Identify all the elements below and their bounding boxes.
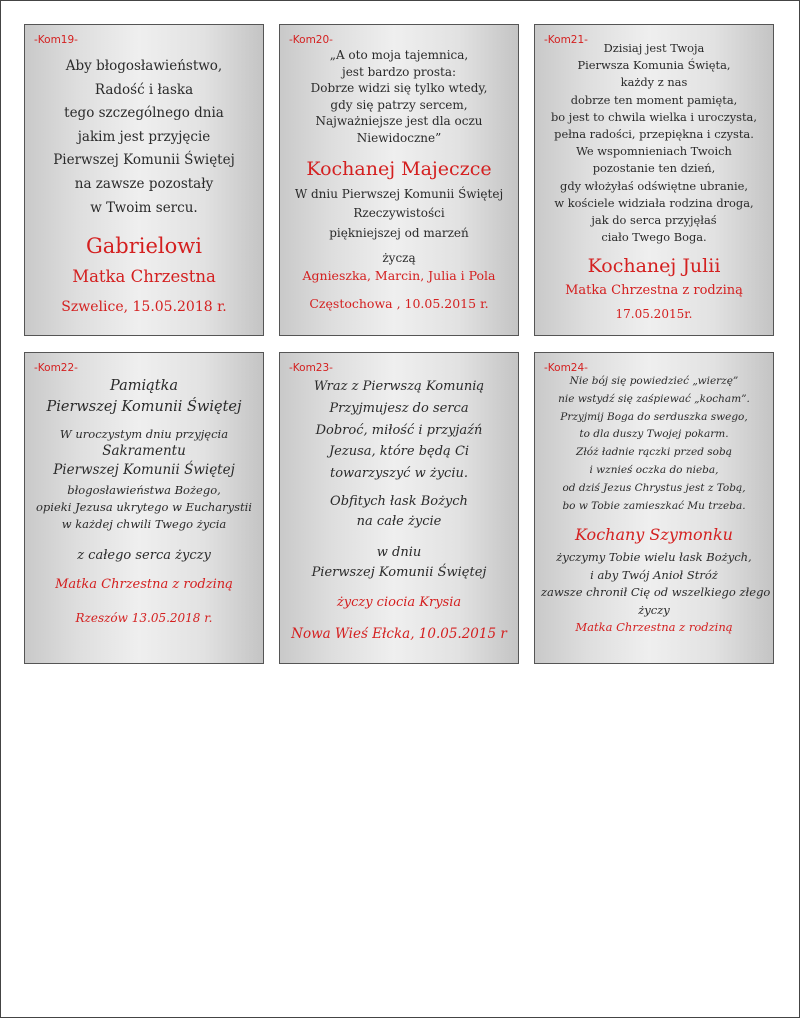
verse-line: Dzisiaj jest Twoja xyxy=(603,41,705,55)
plaque-verse xyxy=(286,47,512,147)
signature: Matka Chrzestna z rodziną xyxy=(565,283,743,299)
verse-line: Dobrze widzi się tylko wtedy, xyxy=(310,81,488,96)
signature: Matka Chrzestna z rodziną xyxy=(575,620,733,635)
title-line: Pierwszej Komunii Świętej xyxy=(46,398,242,415)
verse-line: Niewidoczne” xyxy=(356,130,442,145)
verse-line: jak do serca przyjęłaś xyxy=(591,213,717,228)
verse-line: gdy się patrzy sercem, xyxy=(330,97,468,112)
verse-line: Aby błogosławieństwo, xyxy=(65,58,223,74)
signature: Matka Chrzestna z rodziną xyxy=(55,577,233,592)
plaque-verse xyxy=(286,376,512,485)
occasion-block xyxy=(286,543,512,583)
plaque-code: -Kom22- xyxy=(34,362,78,374)
body-line: Rzeczywistości xyxy=(353,206,445,221)
verse-line: W uroczystym dniu przyjęcia xyxy=(59,427,229,441)
verse-line: Złóż ładnie rączki przed sobą xyxy=(576,446,732,459)
verse-line: nie wstydź się zaśpiewać „kocham”. xyxy=(558,392,750,405)
verse-line: i wznieś oczka do nieba, xyxy=(589,463,719,476)
verse-line: Pierwszej Komunii Świętej xyxy=(53,462,235,478)
verse-line: od dziś Jezus Chrystus jest z Tobą, xyxy=(562,481,746,494)
body-line: życzymy Tobie wielu łask Bożych, xyxy=(556,550,752,565)
body-line: W dniu Pierwszej Komunii Świętej xyxy=(294,186,504,201)
verse-line: pełna radości, przepiękna i czysta. xyxy=(554,127,754,142)
plaque-kom23 xyxy=(279,352,519,664)
verse-line: Jezusa, które będą Ci xyxy=(328,444,470,460)
verse-line: jakim jest przyjęcie xyxy=(77,128,211,145)
verse-line: bo jest to chwila wielka i uroczysta, xyxy=(551,109,757,124)
verse-line: Przyjmij Boga do serduszka swego, xyxy=(560,410,748,423)
occasion-line: Pierwszej Komunii Świętej xyxy=(311,564,487,580)
signature: Matka Chrzestna xyxy=(72,267,216,287)
plaque-verse xyxy=(31,426,257,480)
verse-line: opieki Jezusa ukrytego w Eucharystii xyxy=(36,500,252,514)
verse-line: bo w Tobie zamieszkać Mu trzeba. xyxy=(562,499,746,512)
verse-line: na zawsze pozostały xyxy=(74,175,214,192)
plaque-body xyxy=(541,549,771,619)
plaque-kom19 xyxy=(24,24,264,336)
verse-line: Pierwsza Komunia Święta, xyxy=(577,58,731,73)
place-date: 17.05.2015r. xyxy=(615,307,693,322)
verse-line: ciało Twego Boga. xyxy=(601,230,707,245)
verse-line: to dla duszy Twojej pokarm. xyxy=(579,428,729,441)
occasion-line: w dniu xyxy=(376,544,422,560)
plaque-code: -Kom19- xyxy=(34,34,78,46)
verse-line: „A oto moja tajemnica, xyxy=(329,48,469,62)
body-line: piękniejszej od marzeń xyxy=(329,225,469,240)
wish-block xyxy=(286,492,512,532)
verse-line: w każdej chwili Twego życia xyxy=(61,517,227,531)
verse-line: błogosławieństwa Bożego, xyxy=(67,483,221,497)
plaque-title xyxy=(31,376,257,417)
place-date: Szwelice, 15.05.2018 r. xyxy=(61,299,227,316)
verse-line: Nie bój się powiedzieć „wierzę” xyxy=(569,375,739,387)
plaque-body xyxy=(286,185,512,244)
plaque-code: -Kom20- xyxy=(289,34,333,46)
place-date: Częstochowa , 10.05.2015 r. xyxy=(309,296,489,312)
plaque-code: -Kom21- xyxy=(544,34,588,46)
verse-line: w kościele widziała rodzina droga, xyxy=(554,195,754,210)
wish-line: Obfitych łask Bożych xyxy=(330,493,468,509)
recipient-name: Kochanej Majeczce xyxy=(306,157,492,180)
title-line: Pamiątka xyxy=(109,378,179,394)
verse-line: każdy z nas xyxy=(620,75,688,90)
wish-line: na całe życie xyxy=(356,513,442,529)
plaque-verse-2 xyxy=(31,482,257,533)
verse-line: Pierwszej Komunii Świętej xyxy=(53,152,235,169)
body-line: życzy xyxy=(638,602,670,617)
verse-line: tego szczególnego dnia xyxy=(64,105,224,122)
plaque-kom20 xyxy=(279,24,519,336)
plaque-verse xyxy=(541,40,767,246)
recipient-name: Kochanej Julii xyxy=(587,255,721,278)
wish-line: życzą xyxy=(382,251,416,266)
signature: Agnieszka, Marcin, Julia i Pola xyxy=(302,268,496,284)
body-line: zawsze chronił Cię od wszelkiego złego xyxy=(541,585,771,600)
verse-line: jest bardzo prosta: xyxy=(341,64,457,79)
wish-line: z całego serca życzy xyxy=(77,548,211,563)
recipient-name: Kochany Szymonku xyxy=(575,525,733,545)
plaque-code: -Kom23- xyxy=(289,362,333,374)
verse-line: Przyjmujesz do serca xyxy=(329,400,469,416)
verse-line: Radość i łaska xyxy=(94,81,194,98)
place-date: Nowa Wieś Ełcka, 10.05.2015 r xyxy=(291,625,507,642)
recipient-name: Gabrielowi xyxy=(86,234,202,259)
verse-line: Najważniejsze jest dla oczu xyxy=(315,114,483,129)
plaque-code: -Kom24- xyxy=(544,362,588,374)
verse-line: towarzyszyć w życiu. xyxy=(329,466,468,482)
body-line: i aby Twój Anioł Stróż xyxy=(590,567,718,582)
verse-line: dobrze ten moment pamięta, xyxy=(570,92,738,107)
place-date: Rzeszów 13.05.2018 r. xyxy=(75,611,213,625)
signature: życzy ciocia Krysia xyxy=(336,594,462,610)
plaque-kom24 xyxy=(534,352,774,664)
verse-line: w Twoim sercu. xyxy=(90,199,198,216)
verse-line: gdy włożyłaś odświętne ubranie, xyxy=(560,178,748,193)
verse-line: Dobroć, miłość i przyjaźń xyxy=(315,422,483,438)
verse-line: pozostanie ten dzień, xyxy=(592,161,716,176)
plaque-kom22 xyxy=(24,352,264,664)
verse-line: Wraz z Pierwszą Komunią xyxy=(313,379,485,394)
verse-line: We wspomnieniach Twoich xyxy=(576,144,732,159)
plaque-verse xyxy=(541,373,767,515)
verse-line: Sakramentu xyxy=(102,443,186,459)
plaque-kom21 xyxy=(534,24,774,336)
plaque-verse xyxy=(31,55,257,220)
